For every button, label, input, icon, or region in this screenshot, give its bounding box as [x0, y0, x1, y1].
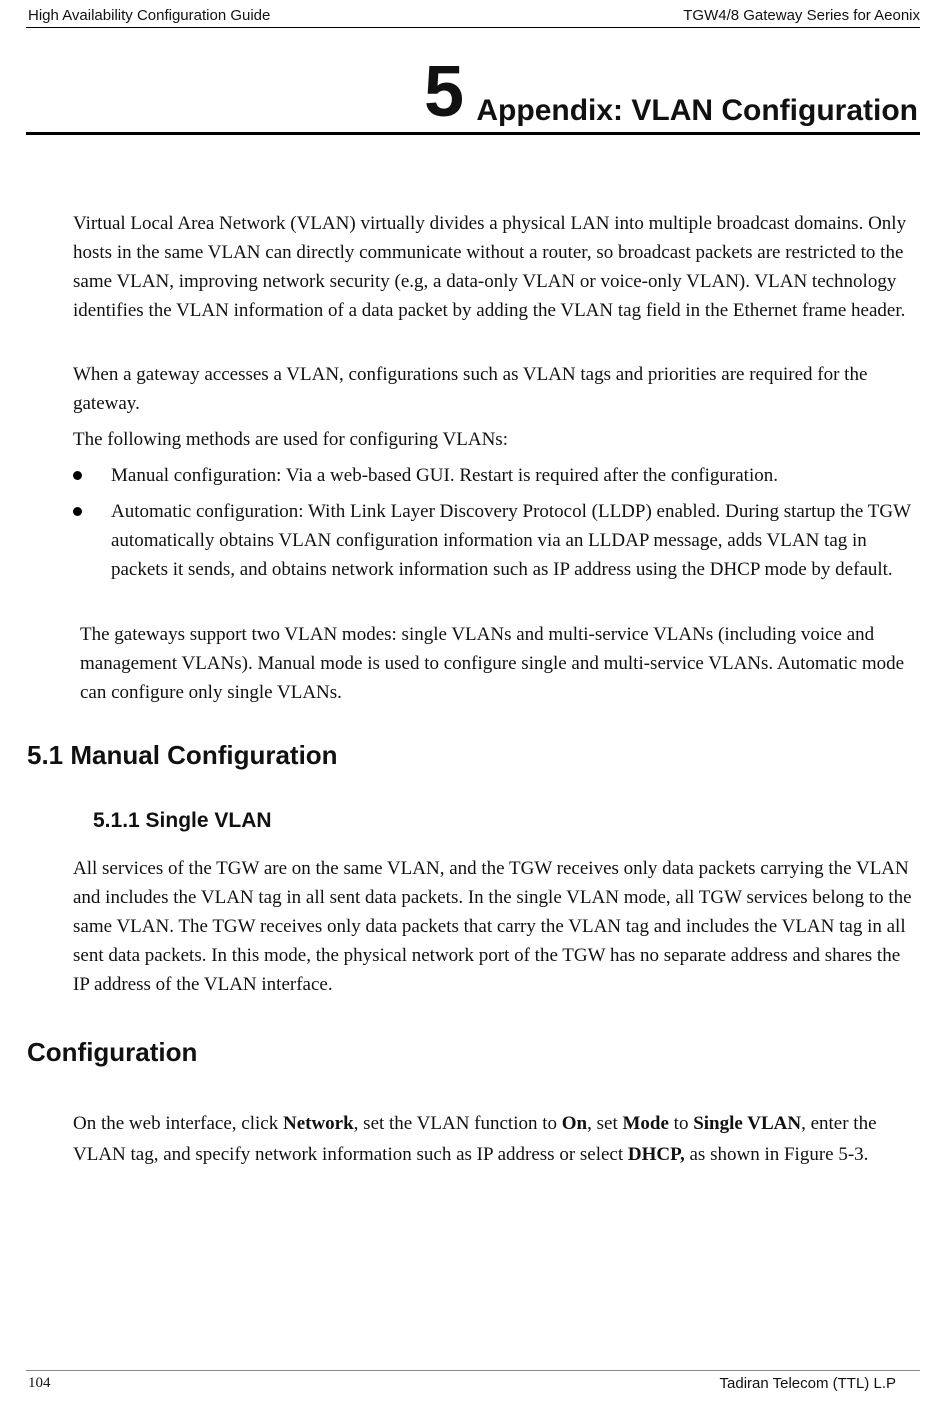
- subsection-heading-single-vlan: 5.1.1 Single VLAN: [93, 809, 272, 832]
- section-heading-configuration: Configuration: [27, 1037, 198, 1067]
- list-item-text: Manual configuration: Via a web-based GUI. Restart is required after the configuration.: [111, 465, 778, 486]
- header-doc-title: High Availability Configuration Guide: [28, 7, 271, 24]
- text-run: , enter the VLAN tag, and specify network information such as IP address or select: [73, 1113, 877, 1165]
- list-item: [73, 461, 913, 490]
- text-run: , set: [587, 1113, 623, 1134]
- page-header: [26, 6, 920, 28]
- bold-term-mode: Mode: [622, 1113, 669, 1134]
- footer-company: Tadiran Telecom (TTL) L.P: [719, 1375, 896, 1392]
- config-methods-list: [73, 461, 913, 591]
- chapter-number: 5: [423, 52, 464, 132]
- text-run: On the web interface, click: [73, 1113, 283, 1134]
- section-heading-manual-configuration: 5.1 Manual Configuration: [27, 740, 338, 770]
- chapter-heading: [26, 52, 920, 135]
- text-run: to: [668, 1113, 694, 1134]
- text-run: , set the VLAN function to: [353, 1113, 562, 1134]
- bold-term-dhcp: DHCP,: [627, 1144, 685, 1165]
- intro-paragraph-vlan-definition: Virtual Local Area Network (VLAN) virtually divides a physical LAN into multiple broadcast domains. Only hosts in the same VLAN can directly communicate without a router, so broadcast packets are restricted to the same VLAN, improving network security (e.g, a data-only VLAN or voice-only VLAN). VLAN technology identifies the VLAN information of a data packet by adding the VLAN tag field in the Ethernet frame header.: [73, 213, 907, 321]
- chapter-title: Appendix: VLAN Configuration: [476, 94, 918, 127]
- list-item-text: Automatic configuration: With Link Layer Discovery Protocol (LLDP) enabled. During startup the TGW automatically obtains VLAN configuration information via an LLDAP message, adds VLAN tag in packets it sends, and obtains network information such as IP address using the DHCP mode by default.: [111, 501, 911, 580]
- bullet-icon: [73, 471, 82, 480]
- page-number: 104: [28, 1375, 51, 1391]
- bold-term-on: On: [561, 1113, 588, 1134]
- page-footer: [26, 1370, 920, 1397]
- intro-paragraph-vlan-modes: The gateways support two VLAN modes: single VLANs and multi-service VLANs (including voice and management VLANs). Manual mode is used to configure single and multi-service VLANs. Automatic mode can configure only single VLANs.: [80, 624, 905, 703]
- configuration-paragraph: [73, 1108, 913, 1170]
- intro-paragraph-methods: The following methods are used for configuring VLANs:: [73, 429, 508, 450]
- bullet-icon: [73, 507, 82, 516]
- text-run: as shown in Figure 5-3.: [684, 1144, 869, 1165]
- bold-term-network: Network: [282, 1113, 354, 1134]
- list-item: [73, 497, 913, 584]
- bold-term-single-vlan: Single VLAN: [693, 1113, 802, 1134]
- single-vlan-paragraph: All services of the TGW are on the same VLAN, and the TGW receives only data packets carrying the VLAN and includes the VLAN tag in all sent data packets. In the single VLAN mode, all TGW services belong to the same VLAN. The TGW receives only data packets that carry the VLAN tag and includes the VLAN tag in all sent data packets. In this mode, the physical network port of the TGW has no separate address and shares the IP address of the VLAN interface.: [73, 858, 912, 995]
- intro-paragraph-gateway-access: When a gateway accesses a VLAN, configurations such as VLAN tags and priorities are required for the gateway.: [73, 364, 868, 414]
- header-product-name: TGW4/8 Gateway Series for Aeonix: [683, 7, 920, 24]
